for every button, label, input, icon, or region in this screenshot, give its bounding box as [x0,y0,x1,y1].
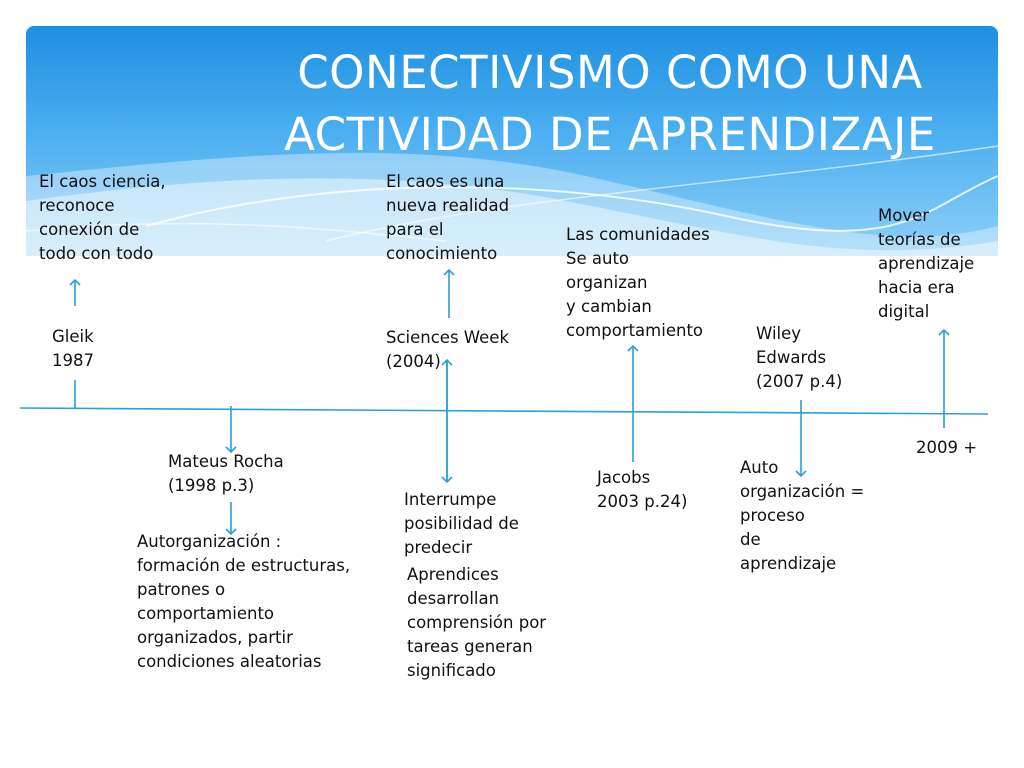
node-caos-realidad: El caos es una nueva realidad para el conocimiento [386,172,510,263]
node-autorganizacion: Autorganización : formación de estructuras, patrones o comportamiento organizados, partir condiciones aleatorias [137,532,351,671]
node-interrumpe: Interrumpe posibilidad de predecir [404,490,519,557]
timeline-axis [20,408,988,414]
node-aprendices: Aprendices desarrollan comprensión por tareas generan significado [407,565,547,680]
node-jacobs: Jacobs 2003 p.24) [597,468,688,511]
node-2009: 2009 + [916,438,978,457]
node-caos-ciencia: El caos ciencia, reconoce conexión de todo con todo [39,172,166,263]
node-mover: Mover teorías de aprendizaje hacia era digital [878,206,975,321]
node-mateus: Mateus Rocha (1998 p.3) [168,452,284,495]
node-auto-org: Auto organización = proceso de aprendizaje [740,458,865,573]
node-wiley: Wiley Edwards (2007 p.4) [756,324,843,391]
page-title: CONECTIVISMO COMO UNA ACTIVIDAD DE APRENDIZAJE [284,46,936,161]
node-gleik: Gleik 1987 [52,327,94,370]
node-sciences-week: Sciences Week (2004) [386,328,510,371]
node-comunidades: Las comunidades Se auto organizan y cambian comportamiento [566,225,710,340]
